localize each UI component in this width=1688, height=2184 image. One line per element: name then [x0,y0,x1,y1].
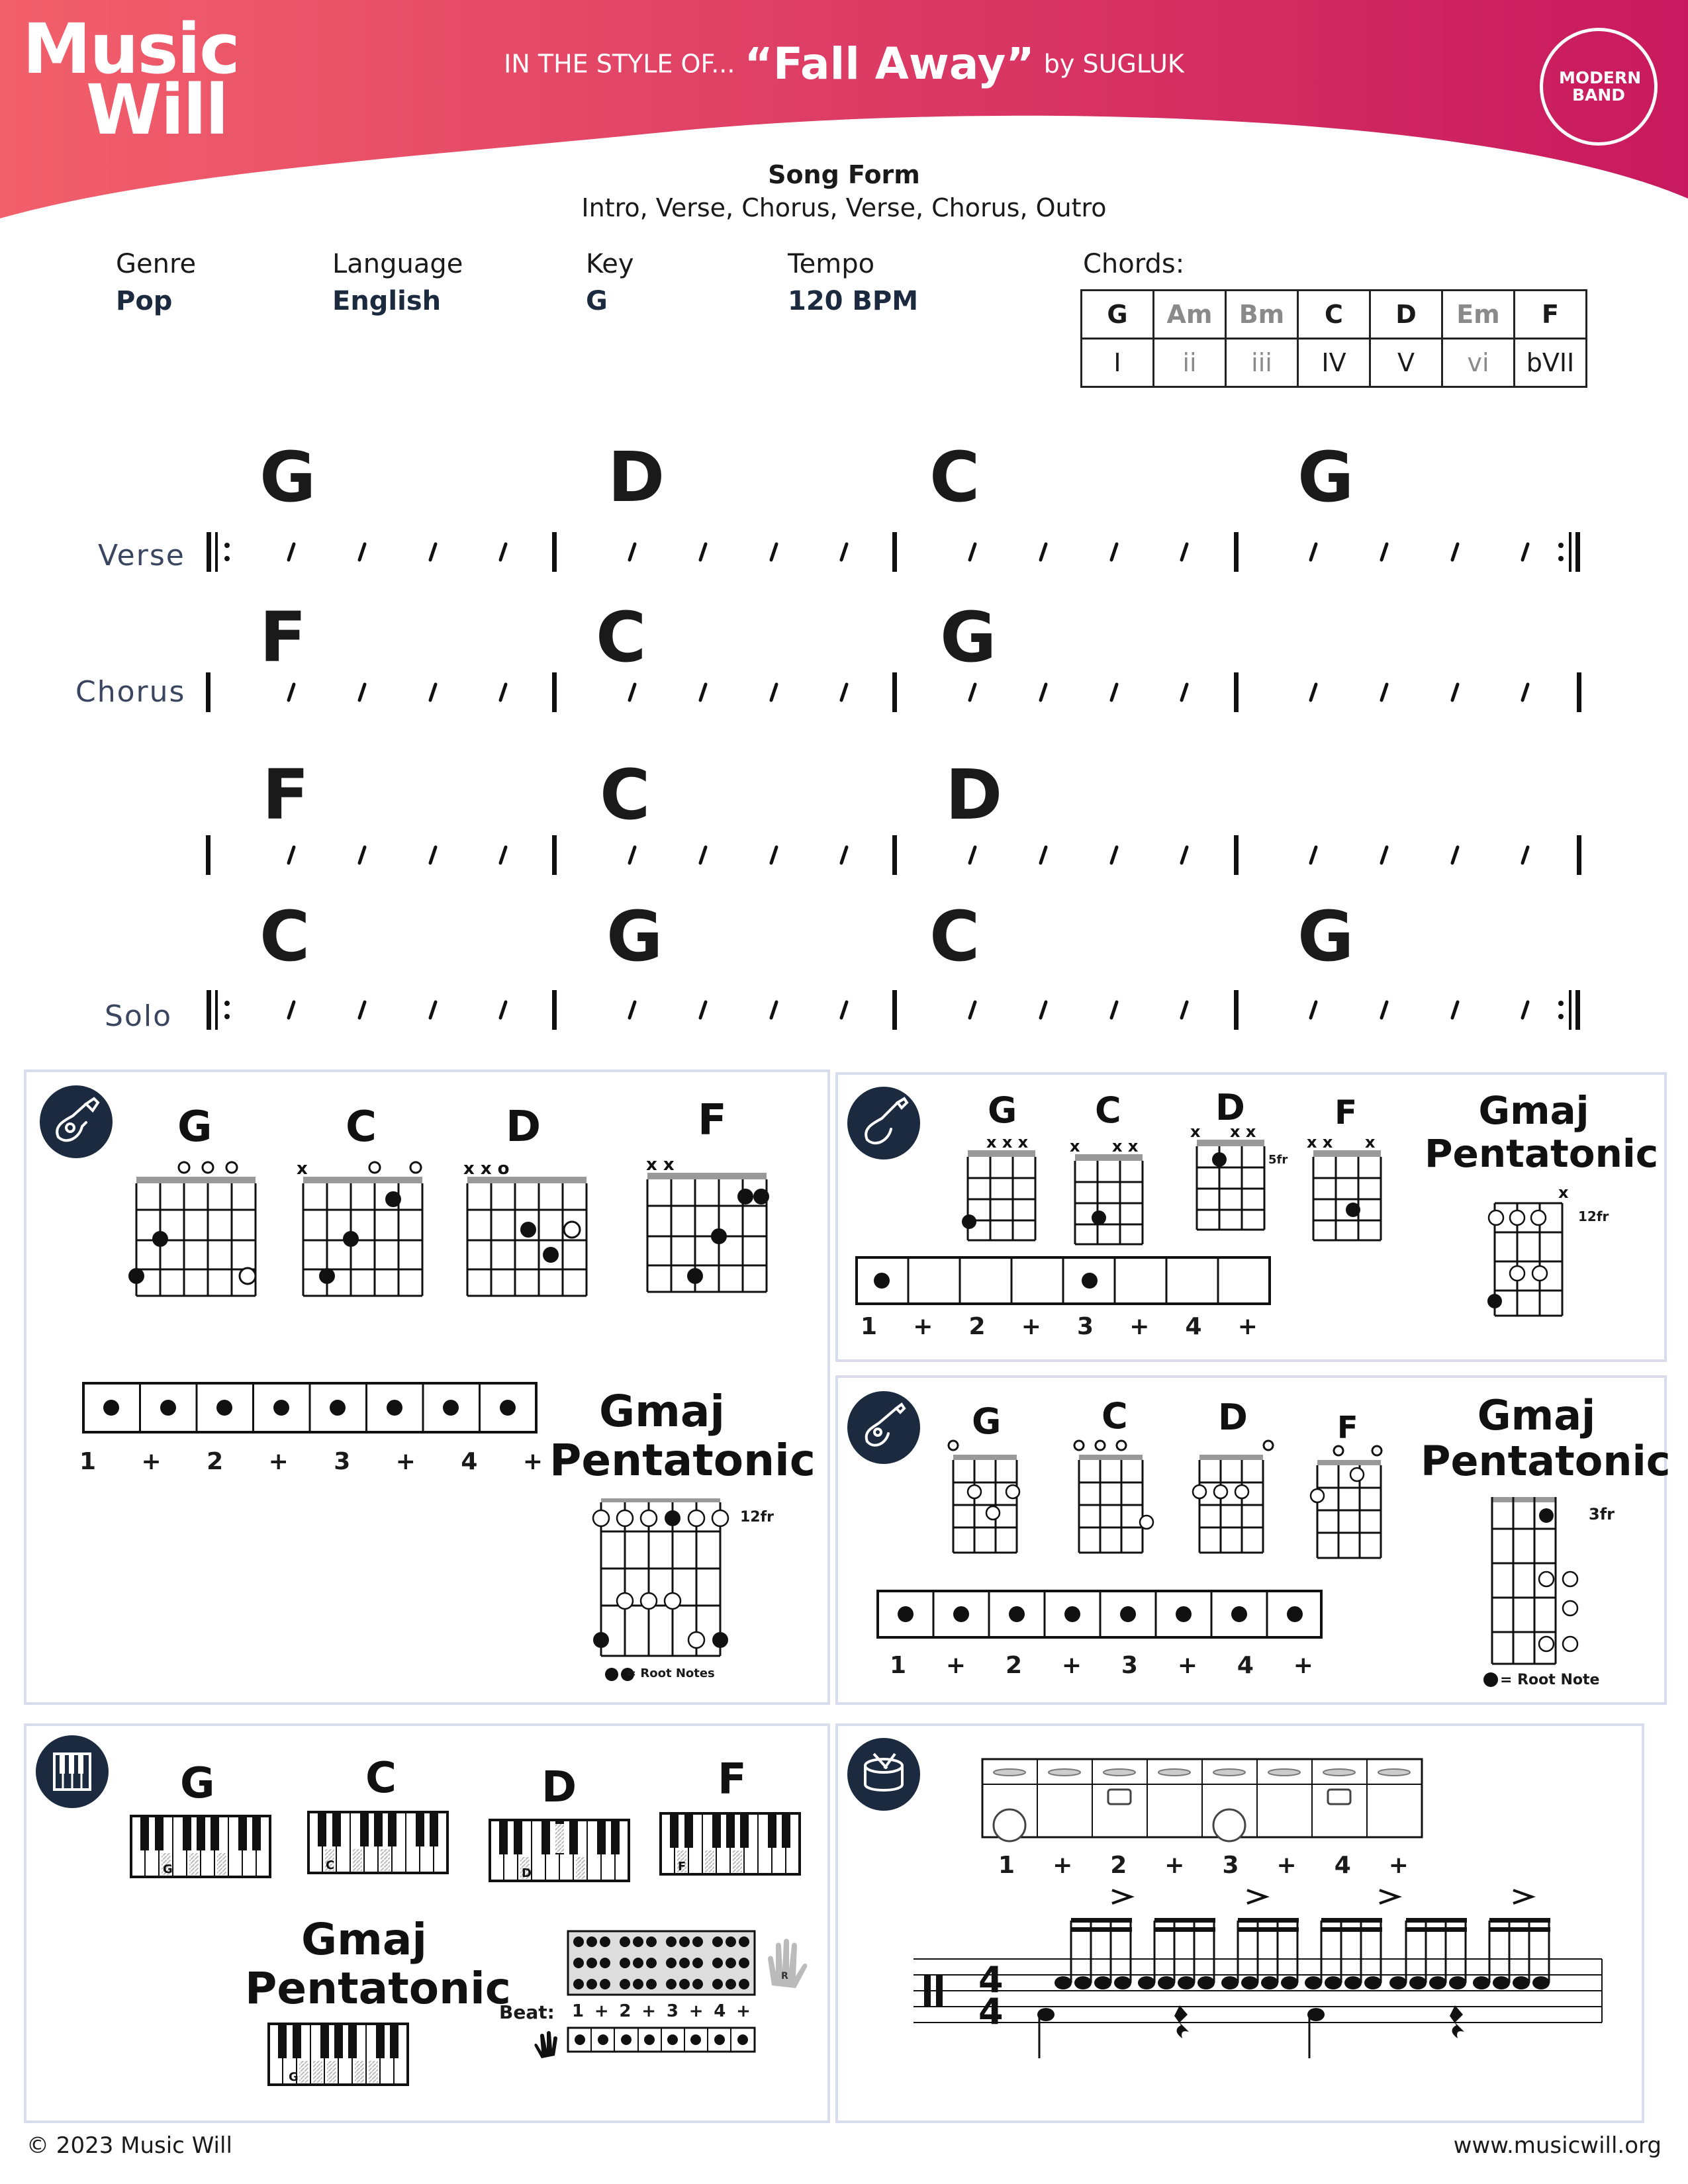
svg-text:R: R [781,1971,788,1981]
modern-band-badge: MODERN BAND [1540,28,1658,146]
chord-symbol: D [945,754,1003,835]
ukulele-scale-title: Gmaj Pentatonic [1421,1391,1671,1486]
chord-cell: Bm [1226,291,1298,339]
guitar-root-legend: = Root Notes [626,1666,715,1680]
chord-symbol: C [929,896,980,977]
svg-text:G: G [163,1862,173,1876]
svg-text:x: x [1558,1183,1569,1202]
chord-cell: G [1082,291,1154,339]
music-will-logo: Music Will [23,9,239,150]
svg-text:x x: x x [1230,1122,1256,1141]
bass-scale-title: Gmaj Pentatonic [1425,1088,1659,1176]
chord-symbol: C [600,754,651,835]
guitar-fret-marker: 12fr [740,1509,774,1525]
svg-text:C: C [326,1858,335,1872]
svg-text:x x: x x [646,1155,675,1175]
chord-symbol: G [940,597,997,678]
svg-text:D: D [522,1866,532,1880]
chord-cell: C [1298,291,1370,339]
svg-text:x: x [297,1159,308,1179]
genre-label: Genre [116,249,197,279]
key-label: Key [586,249,634,279]
numeral-cell: ii [1154,339,1226,387]
guitar-scale-title: Gmaj Pentatonic [549,1386,816,1486]
chords-label: Chords: [1083,249,1185,279]
chord-symbol: G [259,437,316,518]
row-label-chorus: Chorus [75,675,186,709]
song-form-title: Song Form [768,160,920,189]
chord-cell: Em [1442,291,1515,339]
chord-symbol: F [262,754,310,835]
artist-name: by SUGLUK [1043,49,1184,79]
numeral-cell: V [1370,339,1442,387]
genre-value: Pop [116,286,173,316]
numeral-cell: iii [1226,339,1298,387]
guitar-chord-name: G [177,1103,212,1152]
svg-text:x x: x x [1112,1137,1139,1156]
tempo-label: Tempo [788,249,875,279]
ukulele-chord-name: C [1102,1395,1128,1437]
svg-text:x: x [1365,1133,1376,1152]
key-value: G [586,286,608,316]
chord-symbol: D [608,437,665,518]
chord-cell: D [1370,291,1442,339]
drum-beat-grid [982,1759,1422,1841]
ukulele-beat-counts: 1 + 2 + 3 + 4 + [890,1652,1313,1679]
numeral-cell: bVII [1515,339,1587,387]
bass-fret-marker: 5fr [1268,1153,1288,1167]
chord-symbol: C [596,597,647,678]
svg-text:G: G [289,2070,299,2084]
ukulele-chord-name: F [1337,1410,1358,1445]
language-label: Language [332,249,463,279]
bass-chord-name: G [988,1089,1017,1131]
numeral-cell: vi [1442,339,1515,387]
keys-scale-title: Gmaj Pentatonic [245,1914,511,2014]
numeral-cell: IV [1298,339,1370,387]
keys-chord-name: C [365,1754,397,1803]
bass-beat-counts: 1 + 2 + 3 + 4 + [861,1313,1258,1340]
svg-text:x: x [1070,1137,1080,1156]
chord-symbol: G [1297,437,1354,518]
ukulele-chord-name: G [972,1400,1002,1442]
song-form-value: Intro, Verse, Chorus, Verse, Chorus, Outro [581,193,1107,222]
row-label-verse: Verse [98,539,185,572]
svg-text:x x x: x x x [986,1133,1029,1152]
footer-copyright: © 2023 Music Will [26,2132,232,2159]
language-value: English [332,286,442,316]
svg-text:x: x [1190,1122,1201,1141]
keys-chord-name: F [718,1755,747,1804]
footer-url[interactable]: www.musicwill.org [1453,2132,1662,2159]
guitar-chord-name: C [346,1103,377,1152]
chord-symbol: F [259,597,307,678]
chord-symbol: C [259,896,310,977]
bass-scale-fret: 12fr [1578,1208,1609,1224]
svg-text:x x: x x [1307,1133,1333,1152]
tempo-value: 120 BPM [788,286,919,316]
svg-text:4: 4 [978,1959,1004,2001]
chord-cell: F [1515,291,1587,339]
numeral-cell: I [1082,339,1154,387]
ukulele-scale-fret: 3fr [1589,1505,1615,1524]
svg-text:4: 4 [978,1991,1004,2032]
song-title: “Fall Away” [744,38,1035,89]
drum-beat-counts: 1 + 2 + 3 + 4 + [998,1852,1409,1879]
bass-chord-name: C [1095,1089,1121,1131]
svg-text:F: F [678,1860,686,1874]
row-label-solo: Solo [105,999,172,1033]
chord-symbol: C [929,437,980,518]
bass-chord-name: D [1215,1087,1245,1128]
guitar-chord-name: F [698,1096,727,1145]
bass-chord-name: F [1335,1093,1358,1132]
keys-beat-counts: 1 + 2 + 3 + 4 + [572,2001,751,2021]
keys-chord-name: G [180,1759,215,1808]
keys-beat-label: Beat: [499,2001,555,2023]
ukulele-root-legend: = Root Note [1500,1672,1600,1688]
chord-cell: Am [1154,291,1226,339]
chord-symbol: G [606,896,663,977]
drum-staff [914,1890,1602,2058]
svg-text:x x o: x x o [463,1159,510,1179]
keys-chord-name: D [541,1763,577,1812]
ukulele-chord-name: D [1218,1396,1248,1438]
guitar-beat-counts: 1 + 2 + 3 + 4 + [79,1448,543,1475]
chord-symbol: G [1297,896,1354,977]
guitar-chord-name: D [506,1103,541,1152]
style-prefix: IN THE STYLE OF... [504,49,735,79]
